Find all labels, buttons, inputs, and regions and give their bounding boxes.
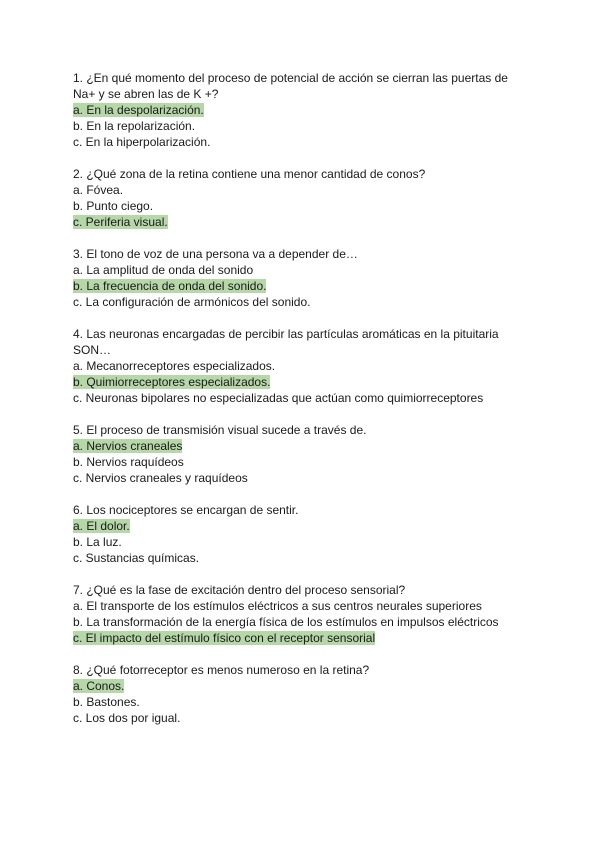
answer-option: b. Bastones. [73, 695, 140, 709]
answer-option-correct: b. Quimiorreceptores especializados. [73, 375, 271, 389]
answer-option: c. La configuración de armónicos del sonido. [73, 295, 311, 309]
question-3 [73, 246, 533, 310]
answer-option: a. El transporte de los estímulos eléctricos a sus centros neurales superiores [73, 599, 482, 613]
question-stem: Na+ y se abren las de K +? [73, 87, 219, 101]
answer-option: b. Nervios raquídeos [73, 455, 184, 469]
question-1 [73, 70, 533, 150]
answer-option-correct: a. Nervios craneales [73, 439, 183, 453]
question-stem: 6. Los nociceptores se encargan de sentir. [73, 503, 299, 517]
question-stem: 1. ¿En qué momento del proceso de potencial de acción se cierran las puertas de [73, 71, 508, 85]
answer-option-correct: a. Conos. [73, 679, 125, 693]
answer-option: b. En la repolarización. [73, 119, 196, 133]
question-stem: SON… [73, 343, 112, 357]
question-stem: 2. ¿Qué zona de la retina contiene una menor cantidad de conos? [73, 167, 426, 181]
question-2 [73, 166, 533, 230]
answer-option: a. Fóvea. [73, 183, 124, 197]
answer-option-correct: b. La frecuencia de onda del sonido. [73, 279, 267, 293]
answer-option: b. La luz. [73, 535, 122, 549]
answer-option: c. Los dos por igual. [73, 711, 181, 725]
question-6 [73, 502, 533, 566]
answer-option: b. Punto ciego. [73, 199, 154, 213]
question-5 [73, 422, 533, 486]
answer-option-correct: a. En la despolarización. [73, 103, 204, 117]
answer-option-correct: c. El impacto del estímulo físico con el receptor sensorial [73, 631, 376, 645]
answer-option: c. Sustancias químicas. [73, 551, 200, 565]
question-stem: 7. ¿Qué es la fase de excitación dentro del proceso sensorial? [73, 583, 406, 597]
question-7 [73, 582, 533, 646]
answer-option: a. La amplitud de onda del sonido [73, 263, 254, 277]
question-stem: 5. El proceso de transmisión visual sucede a través de. [73, 423, 367, 437]
question-4 [73, 326, 533, 406]
answer-option-correct: c. Periferia visual. [73, 215, 168, 229]
answer-option-correct: a. El dolor. [73, 519, 130, 533]
answer-option: c. En la hiperpolarización. [73, 135, 211, 149]
question-stem: 3. El tono de voz de una persona va a depender de… [73, 247, 358, 261]
question-8 [73, 662, 533, 726]
answer-option: b. La transformación de la energía física de los estímulos en impulsos eléctricos [73, 615, 499, 629]
question-stem: 8. ¿Qué fotorreceptor es menos numeroso en la retina? [73, 663, 370, 677]
answer-option: c. Nervios craneales y raquídeos [73, 471, 248, 485]
answer-option: c. Neuronas bipolares no especializadas que actúan como quimiorreceptores [73, 391, 484, 405]
answer-option: a. Mecanorreceptores especializados. [73, 359, 276, 373]
question-stem: 4. Las neuronas encargadas de percibir las partículas aromáticas en la pituitaria [73, 327, 499, 341]
quiz-document [73, 70, 533, 742]
